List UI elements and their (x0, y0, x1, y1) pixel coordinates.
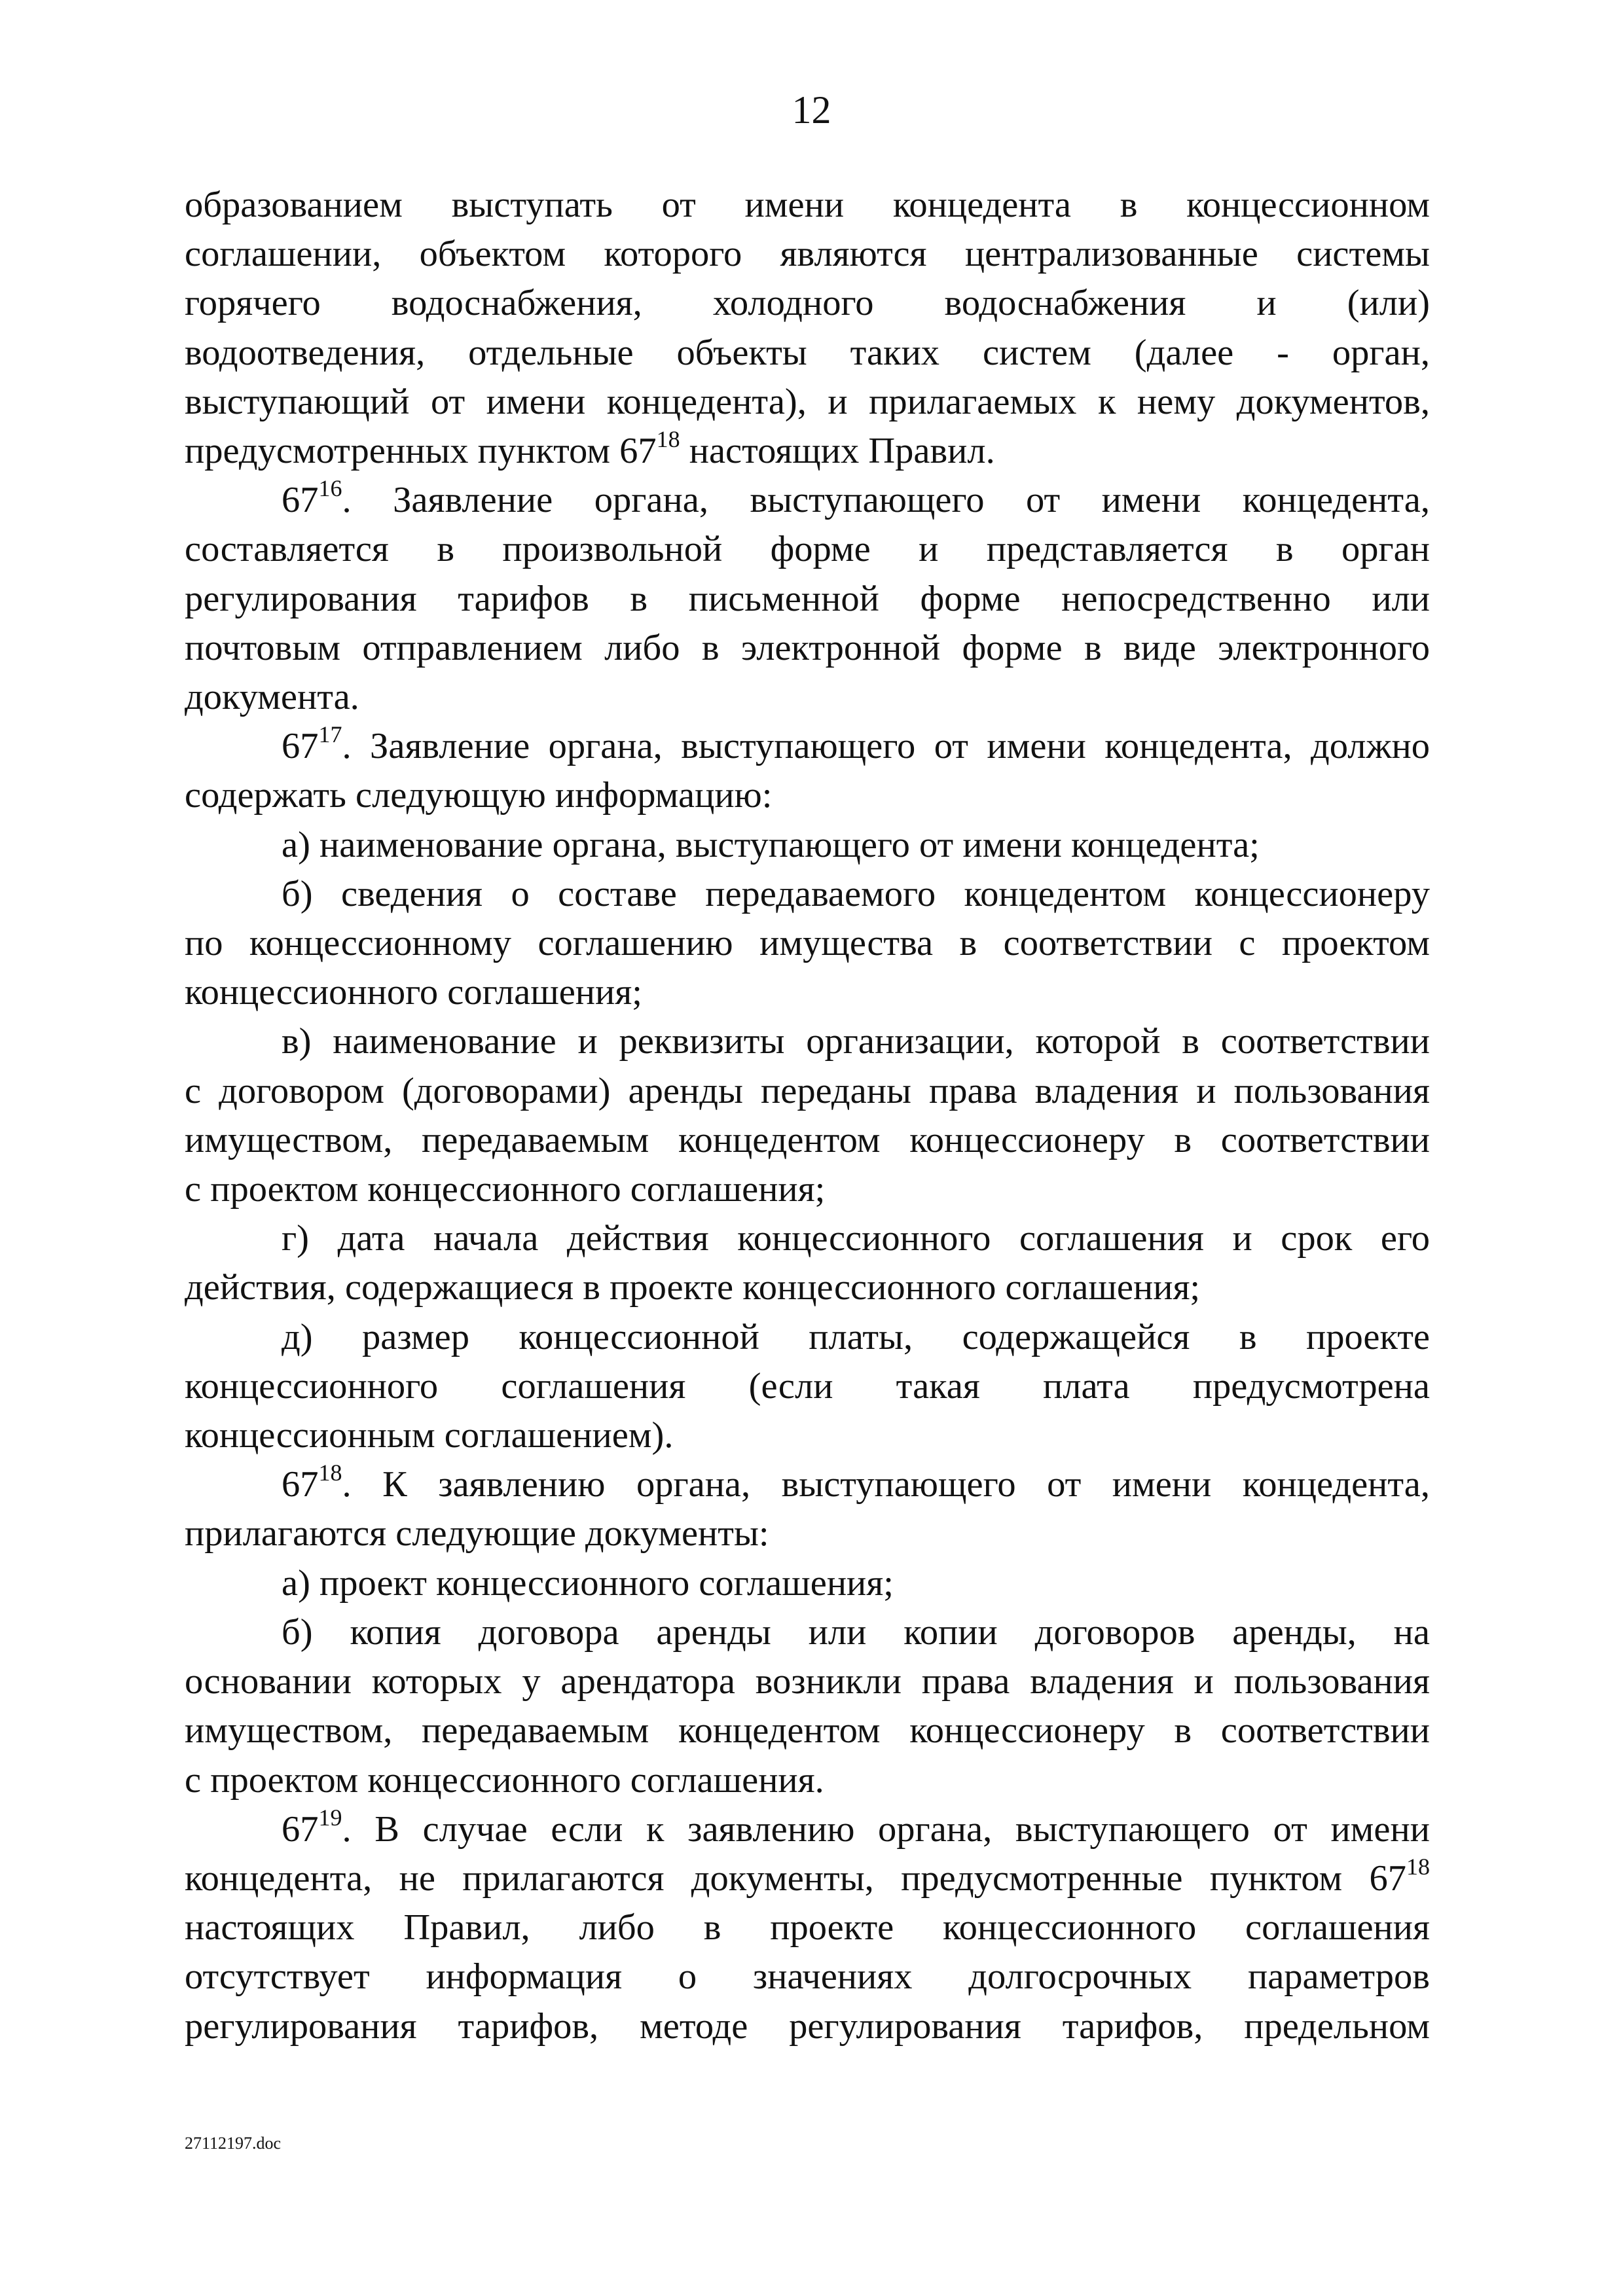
text-line: основании которых у арендатора возникли права владения и пользования (185, 1661, 1430, 1702)
clause-number: 67 (282, 1464, 319, 1505)
text-line: регулирования тарифов, методе регулирования тарифов, предельном (185, 2005, 1430, 2047)
line-text: предусмотренных пунктом 67 (185, 431, 657, 472)
text-line: по концессионному соглашению имущества в соответствии с проектом (185, 923, 1430, 964)
text-line: прилагаются следующие документы: (185, 1513, 769, 1554)
paragraph-start-67-18 (185, 1460, 1430, 1509)
text-line: почтовым отправлением либо в электронной форме в виде электронного (185, 627, 1430, 668)
text-line: с проектом концессионного соглашения. (185, 1759, 824, 1801)
superscript: 18 (318, 1460, 342, 1486)
text-line: имуществом, передаваемым концедентом концессионеру в соответствии (185, 1119, 1430, 1160)
text-line: составляется в произвольной форме и представляется в орган (185, 529, 1430, 570)
text-line: водоотведения, отдельные объекты таких систем (далее - орган, (185, 332, 1430, 373)
text-line: соглашении, объектом которого являются централизованные системы (185, 234, 1430, 275)
line-text: настоящих Правил. (680, 431, 995, 472)
text-line: имуществом, передаваемым концедентом концессионеру в соответствии (185, 1710, 1430, 1751)
text-line (185, 427, 1430, 476)
text-line: концессионного соглашения (если такая плата предусмотрена (185, 1365, 1430, 1407)
text-line (185, 1854, 1430, 1903)
paragraph-start-67-19 (185, 1805, 1430, 1854)
line-text: . К заявлению органа, выступающего от имени концедента, (342, 1464, 1430, 1505)
text-line: содержать следующую информацию: (185, 775, 773, 816)
list-item-g: г) дата начала действия концессионного соглашения и срок его (282, 1218, 1430, 1259)
list-item-d: д) размер концессионной платы, содержащейся в проекте (282, 1316, 1430, 1357)
page-number: 12 (792, 88, 831, 132)
clause-number: 67 (282, 1808, 319, 1850)
clause-number: 67 (282, 726, 319, 767)
superscript: 18 (1406, 1854, 1430, 1880)
text-line: концессионного соглашения; (185, 972, 642, 1013)
text-line: регулирования тарифов в письменной форме непосредственно или (185, 578, 1430, 619)
text-line: действия, содержащиеся в проекте концессионного соглашения; (185, 1267, 1201, 1308)
superscript: 16 (318, 475, 342, 502)
text-line: выступающий от имени концедента), и прилагаемых к нему документов, (185, 381, 1430, 422)
paragraph-start-67-17 (185, 722, 1430, 771)
list-item-v: в) наименование и реквизиты организации, которой в соответствии (282, 1021, 1430, 1062)
text-line: концессионным соглашением). (185, 1415, 674, 1456)
text-line: отсутствует информация о значениях долгосрочных параметров (185, 1956, 1430, 1998)
text-line: горячего водоснабжения, холодного водоснабжения и (или) (185, 283, 1430, 324)
clause-number: 67 (282, 480, 319, 521)
text-line: с проектом концессионного соглашения; (185, 1169, 826, 1210)
line-text: . Заявление органа, выступающего от имени концедента, должно (342, 726, 1430, 767)
document-file-code: 27112197.doc (185, 2134, 282, 2153)
list-item-b: б) копия договора аренды или копии договоров аренды, на (282, 1611, 1430, 1653)
line-text: концедента, не прилагаются документы, предусмотренные пунктом 67 (185, 1857, 1406, 1899)
document-body (185, 181, 1430, 2051)
text-line: с договором (договорами) аренды переданы права владения и пользования (185, 1070, 1430, 1111)
superscript: 17 (318, 721, 342, 748)
list-item-a: а) наименование органа, выступающего от имени концедента; (282, 824, 1260, 865)
text-line: образованием выступать от имени концедента в концессионном (185, 185, 1430, 225)
superscript: 19 (318, 1804, 342, 1831)
text-line: настоящих Правил, либо в проекте концессионного соглашения (185, 1907, 1430, 1948)
line-text: . Заявление органа, выступающего от имени концедента, (342, 480, 1430, 521)
text-line: документа. (185, 677, 359, 718)
list-item-a: а) проект концессионного соглашения; (282, 1562, 894, 1604)
superscript: 18 (656, 426, 680, 453)
list-item-b: б) сведения о составе передаваемого концедентом концессионеру (282, 873, 1430, 914)
paragraph-start-67-16 (185, 476, 1430, 525)
line-text: . В случае если к заявлению органа, выступающего от имени (342, 1808, 1430, 1850)
